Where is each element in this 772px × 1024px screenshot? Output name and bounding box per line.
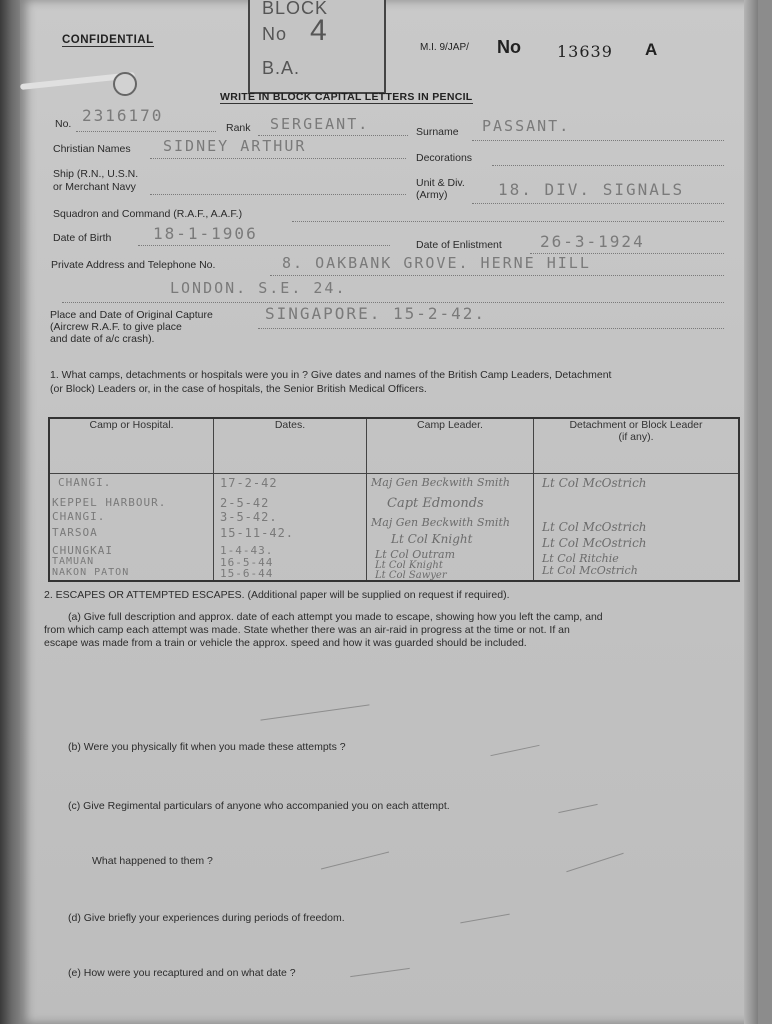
date-entry: 17-2-42 — [220, 476, 278, 490]
decorations-label: Decorations — [416, 152, 473, 164]
service-no-value: 2316170 — [82, 106, 164, 125]
pencil-stroke — [321, 852, 389, 870]
date-entry: 16-5-44 — [220, 556, 274, 569]
q2-heading: 2. ESCAPES OR ATTEMPTED ESCAPES. (Additional paper will be supplied on request if required). — [44, 589, 510, 601]
date-entry: 3-5-42. — [220, 510, 278, 524]
document-page — [20, 0, 758, 1024]
capture-label-line2: (Aircrew R.A.F. to give place — [50, 321, 182, 333]
surname-label: Surname — [416, 126, 459, 138]
page-edge — [744, 0, 758, 1024]
pencil-stroke — [490, 745, 539, 756]
leader-entry: Lt Col Outram — [375, 548, 456, 561]
camp-entry: KEPPEL HARBOUR. — [52, 496, 167, 509]
pencil-stroke — [260, 704, 369, 720]
camp-entry: TARSOA — [52, 526, 98, 539]
q2b: (b) Were you physically fit when you made these attempts ? — [68, 741, 346, 753]
q2a-line2: from which camp each attempt was made. State whether there was an air-raid in progress at the time or not. If an — [44, 624, 570, 636]
date-entry: 15-6-44 — [220, 567, 274, 580]
rank-label: Rank — [226, 122, 251, 134]
camp-entry: CHUNGKAI — [52, 544, 113, 557]
leader-entry: Lt Col Knight — [375, 560, 443, 571]
enlistment-value: 26-3-1924 — [540, 232, 645, 251]
capture-label-line1: Place and Date of Original Capture — [50, 309, 213, 321]
unit-value: 18. DIV. SIGNALS — [498, 180, 685, 199]
leader-entry: Maj Gen Beckwith Smith — [371, 516, 510, 529]
block-capitals-instruction: WRITE IN BLOCK CAPITAL LETTERS IN PENCIL — [220, 91, 473, 103]
q2e: (e) How were you recaptured and on what date ? — [68, 967, 296, 979]
unit-label-line1: Unit & Div. — [416, 177, 465, 189]
dob-label: Date of Birth — [53, 232, 112, 244]
unit-label-line2: (Army) — [416, 189, 448, 201]
serial-number: 13639 — [557, 42, 613, 61]
surname-value: PASSANT. — [482, 117, 571, 135]
camp-entry: NAKON PATON — [52, 567, 130, 578]
ship-label-line2: or Merchant Navy — [53, 181, 136, 193]
detachment-entry: Lt Col Ritchie — [542, 552, 619, 565]
block-stamp — [248, 0, 386, 94]
col-camp-leader-header: Camp Leader. — [367, 418, 534, 474]
christian-names-label: Christian Names — [53, 143, 131, 155]
camp-leader-list-cell — [367, 474, 534, 582]
q2c: (c) Give Regimental particulars of anyone who accompanied you on each attempt. — [68, 800, 450, 812]
q1-text-line1: 1. What camps, detachments or hospitals were you in ? Give dates and names of the British Camp Leaders, Detachment — [50, 369, 612, 381]
form-reference: M.I. 9/JAP/ — [420, 42, 469, 53]
enlistment-label: Date of Enlistment — [416, 239, 502, 251]
capture-label-line3: and date of a/c crash). — [50, 333, 155, 345]
address-line1: 8. OAKBANK GROVE. HERNE HILL — [282, 254, 591, 272]
col-dates-header: Dates. — [214, 418, 367, 474]
pencil-stroke — [558, 804, 597, 813]
stamp-ba: B.A. — [262, 58, 301, 78]
rank-value: SERGEANT. — [270, 115, 370, 133]
serial-suffix: A — [645, 40, 658, 59]
address-line2: LONDON. S.E. 24. — [170, 279, 347, 297]
detachment-entry: Lt Col McOstrich — [542, 476, 647, 490]
leader-entry: Lt Col Knight — [391, 532, 473, 546]
capture-value: SINGAPORE. 15-2-42. — [265, 304, 487, 323]
q1-text-line2: (or Block) Leaders or, in the case of hospitals, the Senior British Medical Officers. — [50, 383, 427, 395]
leader-entry: Lt Col Sawyer — [375, 570, 447, 581]
address-label: Private Address and Telephone No. — [51, 259, 216, 271]
col-detachment-header: Detachment or Block Leader (if any). — [534, 418, 740, 474]
christian-names-value: SIDNEY ARTHUR — [163, 137, 307, 155]
stamp-block: BLOCK — [262, 0, 329, 18]
stamp-handwritten-number: 4 — [310, 14, 328, 47]
camp-table — [48, 417, 740, 582]
detachment-list-cell — [534, 474, 740, 582]
col-camp-header: Camp or Hospital. — [49, 418, 214, 474]
camp-entry: CHANGI. — [52, 510, 106, 523]
leader-entry: Maj Gen Beckwith Smith — [371, 476, 510, 489]
detachment-entry: Lt Col McOstrich — [542, 536, 647, 550]
ship-label-line1: Ship (R.N., U.S.N. — [53, 168, 139, 180]
date-entry: 2-5-42 — [220, 496, 270, 510]
confidential-label: CONFIDENTIAL — [62, 34, 154, 46]
pencil-stroke — [566, 853, 623, 872]
camp-entry: TAMUAN — [52, 556, 95, 567]
pencil-stroke — [460, 914, 509, 924]
binding-ring — [113, 72, 137, 96]
date-entry: 15-11-42. — [220, 526, 295, 540]
number-label: No — [497, 37, 521, 57]
dates-list-cell — [214, 474, 367, 582]
detachment-entry: Lt Col McOstrich — [542, 564, 638, 577]
q2c-followup: What happened to them ? — [92, 855, 213, 867]
dob-value: 18-1-1906 — [153, 224, 258, 243]
detachment-entry: Lt Col McOstrich — [542, 520, 647, 534]
q2a-line3: escape was made from a train or vehicle the approx. speed and how it was guarded should be included. — [44, 637, 527, 649]
q2d: (d) Give briefly your experiences during periods of freedom. — [68, 912, 345, 924]
q2a-line1: (a) Give full description and approx. date of each attempt you made to escape, showing how you left the camp, and — [68, 611, 603, 623]
camp-entry: CHANGI. — [58, 476, 112, 489]
leader-entry: Capt Edmonds — [387, 496, 484, 511]
service-no-label: No. — [55, 118, 72, 130]
squadron-label: Squadron and Command (R.A.F., A.A.F.) — [53, 208, 243, 220]
date-entry: 1-4-43. — [220, 544, 274, 557]
camp-list-cell — [49, 474, 214, 582]
pencil-stroke — [350, 968, 410, 977]
stamp-no: No — [262, 24, 288, 44]
